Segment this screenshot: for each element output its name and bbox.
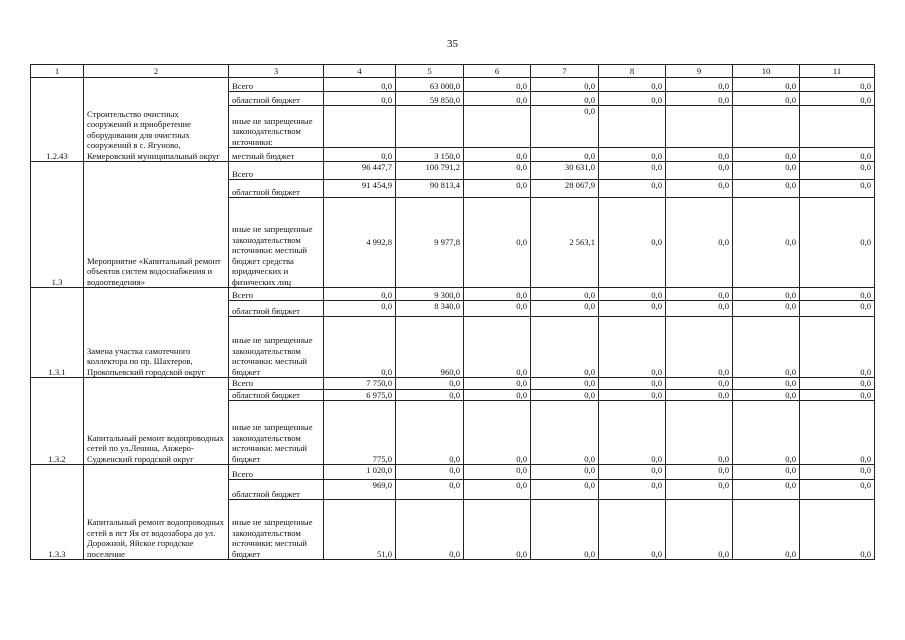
value-cell: 9 977,8: [396, 198, 464, 288]
value-cell: 0,0: [464, 148, 531, 162]
value-cell: 0,0: [464, 78, 531, 92]
value-cell: 0,0: [531, 317, 599, 378]
value-cell: 0,0: [464, 288, 531, 301]
value-cell: 63 000,0: [396, 78, 464, 92]
header-cell: 11: [800, 65, 875, 78]
value-cell: 0,0: [531, 465, 599, 480]
value-cell: 0,0: [733, 78, 800, 92]
value-cell: 7 750,0: [324, 378, 396, 390]
value-cell: 0,0: [396, 401, 464, 465]
header-cell: 5: [396, 65, 464, 78]
value-cell: 0,0: [324, 78, 396, 92]
table-row: [31, 465, 875, 480]
value-cell: 0,0: [464, 162, 531, 180]
value-cell: 59 850,0: [396, 92, 464, 106]
header-cell: 6: [464, 65, 531, 78]
value-cell: 90 813,4: [396, 180, 464, 198]
value-cell: [733, 106, 800, 148]
value-cell: 0,0: [666, 92, 733, 106]
value-cell: 0,0: [733, 480, 800, 500]
value-cell: 0,0: [464, 180, 531, 198]
source-label: иные не запрещенные законодательством источники: местный бюджет средства юридических и физических лиц: [229, 198, 324, 288]
value-cell: 0,0: [599, 480, 666, 500]
row-code: 1.3.3: [31, 465, 84, 560]
value-cell: 0,0: [396, 480, 464, 500]
value-cell: 0,0: [531, 389, 599, 401]
value-cell: 0,0: [324, 148, 396, 162]
value-cell: 0,0: [800, 480, 875, 500]
header-cell: 9: [666, 65, 733, 78]
value-cell: 96 447,7: [324, 162, 396, 180]
row-name: Капитальный ремонт водопроводных сетей в пгт Яя от водозабора до ул. Дорожной, Яйское городское поселение: [84, 465, 229, 560]
header-cell: 7: [531, 65, 599, 78]
source-label: областной бюджет: [229, 92, 324, 106]
header-cell: 2: [84, 65, 229, 78]
value-cell: 0,0: [800, 288, 875, 301]
source-label: Всего: [229, 162, 324, 180]
header-row: [31, 65, 875, 78]
value-cell: 0,0: [733, 317, 800, 378]
value-cell: 0,0: [666, 180, 733, 198]
row-code: 1.3: [31, 162, 84, 288]
value-cell: 6 975,0: [324, 389, 396, 401]
value-cell: 0,0: [666, 389, 733, 401]
value-cell: [599, 106, 666, 148]
value-cell: 0,0: [800, 317, 875, 378]
value-cell: 0,0: [464, 389, 531, 401]
value-cell: 28 067,9: [531, 180, 599, 198]
value-cell: 0,0: [464, 317, 531, 378]
value-cell: 0,0: [733, 180, 800, 198]
row-name: Капитальный ремонт водопроводных сетей по ул.Ленина, Анжеро-Судженский городской округ: [84, 378, 229, 465]
value-cell: 0,0: [531, 78, 599, 92]
value-cell: 0,0: [666, 78, 733, 92]
header-cell: 10: [733, 65, 800, 78]
source-label: областной бюджет: [229, 301, 324, 317]
value-cell: 0,0: [599, 317, 666, 378]
value-cell: 30 631,0: [531, 162, 599, 180]
value-cell: 0,0: [531, 301, 599, 317]
value-cell: 4 992,8: [324, 198, 396, 288]
value-cell: 0,0: [800, 465, 875, 480]
value-cell: 0,0: [800, 500, 875, 560]
value-cell: 0,0: [733, 401, 800, 465]
value-cell: 0,0: [800, 162, 875, 180]
value-cell: 0,0: [733, 148, 800, 162]
value-cell: 0,0: [531, 401, 599, 465]
value-cell: 0,0: [666, 162, 733, 180]
value-cell: 0,0: [531, 148, 599, 162]
source-label: областной бюджет: [229, 389, 324, 401]
value-cell: 0,0: [396, 500, 464, 560]
value-cell: 0,0: [733, 500, 800, 560]
value-cell: 0,0: [800, 389, 875, 401]
source-label: Всего: [229, 465, 324, 480]
header-cell: 3: [229, 65, 324, 78]
table-row: [31, 378, 875, 390]
value-cell: 8 340,0: [396, 301, 464, 317]
value-cell: 0,0: [733, 198, 800, 288]
value-cell: 0,0: [531, 92, 599, 106]
source-label: иные не запрещенные законодательством источники: местный бюджет: [229, 500, 324, 560]
value-cell: [396, 106, 464, 148]
value-cell: 0,0: [324, 317, 396, 378]
value-cell: 0,0: [800, 180, 875, 198]
row-code: 1.3.1: [31, 288, 84, 378]
value-cell: 3 150,0: [396, 148, 464, 162]
value-cell: 0,0: [599, 180, 666, 198]
value-cell: 0,0: [396, 389, 464, 401]
value-cell: 0,0: [666, 480, 733, 500]
source-label: областной бюджет: [229, 480, 324, 500]
row-name: Замена участка самотечного коллектора по пр. Шахтеров, Прокопьевский городской округ: [84, 288, 229, 378]
value-cell: 969,0: [324, 480, 396, 500]
value-cell: 0,0: [800, 401, 875, 465]
value-cell: [464, 106, 531, 148]
value-cell: 0,0: [733, 301, 800, 317]
value-cell: 100 791,2: [396, 162, 464, 180]
source-label: иные не запрещенные законодательством источники: местный бюджет: [229, 401, 324, 465]
value-cell: 775,0: [324, 401, 396, 465]
budget-table: [30, 64, 875, 560]
page-number: 35: [447, 38, 458, 50]
source-label: местный бюджет: [229, 148, 324, 162]
value-cell: 0,0: [396, 465, 464, 480]
value-cell: 51,0: [324, 500, 396, 560]
value-cell: 0,0: [666, 401, 733, 465]
value-cell: 0,0: [531, 378, 599, 390]
row-name: Мероприятие «Капитальный ремонт объектов систем водоснабжения и водоотведения»: [84, 162, 229, 288]
value-cell: 0,0: [666, 288, 733, 301]
value-cell: 0,0: [599, 389, 666, 401]
value-cell: 0,0: [666, 500, 733, 560]
value-cell: 0,0: [599, 162, 666, 180]
header-cell: 8: [599, 65, 666, 78]
value-cell: 0,0: [531, 288, 599, 301]
row-code: 1.3.2: [31, 378, 84, 465]
source-label: Всего: [229, 288, 324, 301]
value-cell: 0,0: [599, 401, 666, 465]
value-cell: 0,0: [464, 480, 531, 500]
source-label: иные не запрещенные законодательством источники:: [229, 106, 324, 148]
value-cell: 0,0: [599, 148, 666, 162]
value-cell: 0,0: [666, 198, 733, 288]
header-cell: 1: [31, 65, 84, 78]
value-cell: [666, 106, 733, 148]
source-label: Всего: [229, 78, 324, 92]
value-cell: 0,0: [396, 378, 464, 390]
value-cell: 0,0: [464, 500, 531, 560]
table-row: [31, 288, 875, 301]
value-cell: 0,0: [733, 288, 800, 301]
table-row: [31, 78, 875, 92]
value-cell: 0,0: [666, 148, 733, 162]
value-cell: 91 454,9: [324, 180, 396, 198]
value-cell: 0,0: [666, 378, 733, 390]
value-cell: 0,0: [666, 301, 733, 317]
value-cell: 0,0: [599, 92, 666, 106]
value-cell: 0,0: [531, 106, 599, 148]
value-cell: 0,0: [733, 465, 800, 480]
value-cell: 960,0: [396, 317, 464, 378]
value-cell: 0,0: [324, 301, 396, 317]
value-cell: 0,0: [733, 92, 800, 106]
value-cell: 0,0: [800, 198, 875, 288]
row-code: 1.2.43: [31, 78, 84, 162]
value-cell: 0,0: [599, 78, 666, 92]
value-cell: [800, 106, 875, 148]
value-cell: 0,0: [666, 465, 733, 480]
value-cell: 0,0: [599, 301, 666, 317]
value-cell: 0,0: [599, 288, 666, 301]
value-cell: 0,0: [599, 465, 666, 480]
value-cell: 0,0: [800, 378, 875, 390]
value-cell: 0,0: [800, 78, 875, 92]
value-cell: 0,0: [733, 378, 800, 390]
value-cell: 0,0: [599, 500, 666, 560]
value-cell: 0,0: [324, 288, 396, 301]
value-cell: 1 020,0: [324, 465, 396, 480]
value-cell: 0,0: [800, 92, 875, 106]
source-label: областной бюджет: [229, 180, 324, 198]
header-cell: 4: [324, 65, 396, 78]
value-cell: 9 300,0: [396, 288, 464, 301]
value-cell: 0,0: [464, 465, 531, 480]
value-cell: 0,0: [800, 148, 875, 162]
value-cell: 0,0: [666, 317, 733, 378]
value-cell: 0,0: [324, 92, 396, 106]
value-cell: 0,0: [464, 92, 531, 106]
value-cell: 0,0: [800, 301, 875, 317]
value-cell: 0,0: [464, 401, 531, 465]
table-row: [31, 162, 875, 180]
source-label: иные не запрещенные законодательством источники: местный бюджет: [229, 317, 324, 378]
value-cell: 2 563,1: [531, 198, 599, 288]
value-cell: 0,0: [531, 500, 599, 560]
source-label: Всего: [229, 378, 324, 390]
value-cell: 0,0: [733, 389, 800, 401]
value-cell: 0,0: [599, 378, 666, 390]
row-name: Строительство очистных сооружений и приобретение оборудования для очистных сооружений в с. Ягуново, Кемеровский муниципальный округ: [84, 78, 229, 162]
value-cell: 0,0: [464, 301, 531, 317]
value-cell: 0,0: [531, 480, 599, 500]
value-cell: 0,0: [733, 162, 800, 180]
value-cell: 0,0: [464, 378, 531, 390]
value-cell: [324, 106, 396, 148]
value-cell: 0,0: [599, 198, 666, 288]
value-cell: 0,0: [464, 198, 531, 288]
